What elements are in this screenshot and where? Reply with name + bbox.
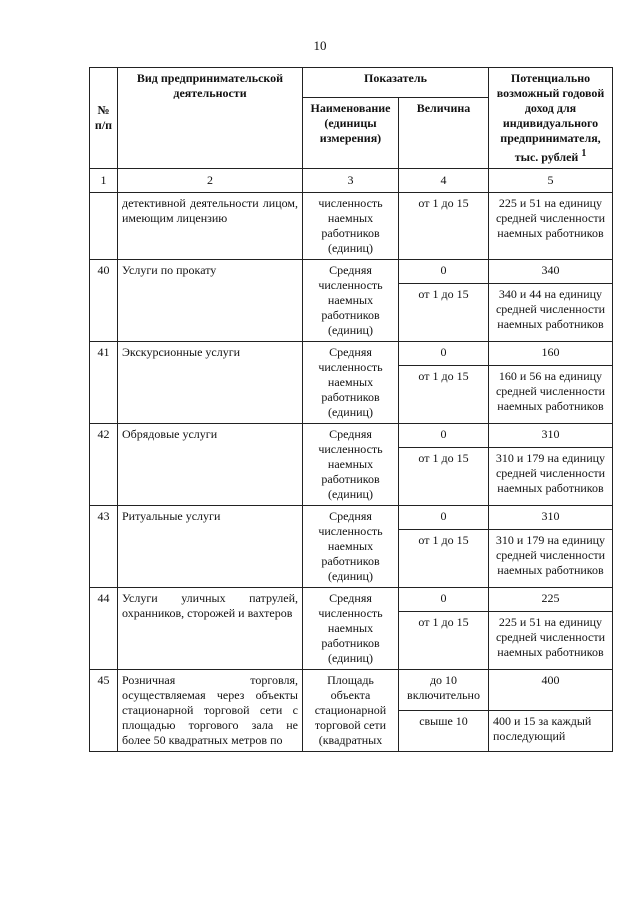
- income-cell: 160: [489, 342, 613, 366]
- activity-cell: Обрядовые услуги: [118, 424, 303, 506]
- table-row: [90, 506, 613, 530]
- table-row: [90, 260, 613, 284]
- column-number: 5: [489, 169, 613, 193]
- unit-cell: Средняя численность наемных работников (единиц): [303, 342, 399, 424]
- header-num: № п/п: [90, 68, 118, 169]
- activity-cell: Ритуальные услуги: [118, 506, 303, 588]
- unit-cell: Средняя численность наемных работников (единиц): [303, 588, 399, 670]
- activity-cell: Экскурсионные услуги: [118, 342, 303, 424]
- value-cell: 0: [399, 588, 489, 612]
- value-cell: 0: [399, 260, 489, 284]
- column-number: 2: [118, 169, 303, 193]
- value-cell: от 1 до 15: [399, 530, 489, 588]
- column-number: 1: [90, 169, 118, 193]
- header-unit-name: Наименование (единицы измерения): [303, 98, 399, 169]
- income-cell: 310 и 179 на единицу средней численности наемных работников: [489, 530, 613, 588]
- table-row: [90, 588, 613, 612]
- value-cell: свыше 10: [399, 711, 489, 752]
- row-number: 40: [90, 260, 118, 342]
- income-cell: 310: [489, 424, 613, 448]
- column-number-row: [90, 169, 613, 193]
- unit-cell: Площадь объекта стационарной торговой сети (квадратных: [303, 670, 399, 752]
- value-cell: от 1 до 15: [399, 193, 489, 260]
- activity-cell: Услуги по прокату: [118, 260, 303, 342]
- column-number: 3: [303, 169, 399, 193]
- row-number: 41: [90, 342, 118, 424]
- table-row: [90, 424, 613, 448]
- header-income: [489, 68, 613, 169]
- activity-cell: Розничная торговля, осуществляемая через объекты стационарной торговой сети с площадью торгового зала не более 50 квадратных метров по: [118, 670, 303, 752]
- value-cell: 0: [399, 506, 489, 530]
- unit-cell: Средняя численность наемных работников (единиц): [303, 260, 399, 342]
- income-cell: 310 и 179 на единицу средней численности наемных работников: [489, 448, 613, 506]
- row-number: 45: [90, 670, 118, 752]
- unit-cell: Средняя численность наемных работников (единиц): [303, 506, 399, 588]
- value-cell: от 1 до 15: [399, 284, 489, 342]
- unit-cell: Средняя численность наемных работников (единиц): [303, 424, 399, 506]
- header-income-note: 1: [581, 148, 587, 159]
- income-cell: 310: [489, 506, 613, 530]
- unit-cell: численность наемных работников (единиц): [303, 193, 399, 260]
- row-number: 43: [90, 506, 118, 588]
- income-cell: 340 и 44 на единицу средней численности наемных работников: [489, 284, 613, 342]
- income-cell: 400 и 15 за каждый последующий: [489, 711, 613, 752]
- income-cell: 340: [489, 260, 613, 284]
- row-number: [90, 193, 118, 260]
- row-number: 44: [90, 588, 118, 670]
- header-value: Величина: [399, 98, 489, 169]
- table-row: [90, 193, 613, 260]
- activity-cell: детективной деятельности лицом, имеющим лицензию: [118, 193, 303, 260]
- header-income-text: Потенциально возможный годовой доход для индивидуального предпринимателя, тыс. рублей: [496, 71, 605, 164]
- table-row: [90, 342, 613, 366]
- header-activity: Вид предпринимательской деятельности: [118, 68, 303, 169]
- table-body: [90, 169, 613, 752]
- value-cell: от 1 до 15: [399, 366, 489, 424]
- activity-cell: Услуги уличных патрулей, охранников, сторожей и вахтеров: [118, 588, 303, 670]
- table-row: [90, 670, 613, 711]
- value-cell: до 10 включительно: [399, 670, 489, 711]
- income-cell: 160 и 56 на единицу средней численности наемных работников: [489, 366, 613, 424]
- value-cell: от 1 до 15: [399, 448, 489, 506]
- tax-table: [89, 67, 613, 752]
- header-indicator: Показатель: [303, 68, 489, 98]
- income-cell: 225: [489, 588, 613, 612]
- page-number: 10: [313, 38, 327, 53]
- income-cell: 225 и 51 на единицу средней численности наемных работников: [489, 612, 613, 670]
- income-cell: 400: [489, 670, 613, 711]
- value-cell: от 1 до 15: [399, 612, 489, 670]
- column-number: 4: [399, 169, 489, 193]
- income-cell: 225 и 51 на единицу средней численности наемных работников: [489, 193, 613, 260]
- value-cell: 0: [399, 424, 489, 448]
- value-cell: 0: [399, 342, 489, 366]
- row-number: 42: [90, 424, 118, 506]
